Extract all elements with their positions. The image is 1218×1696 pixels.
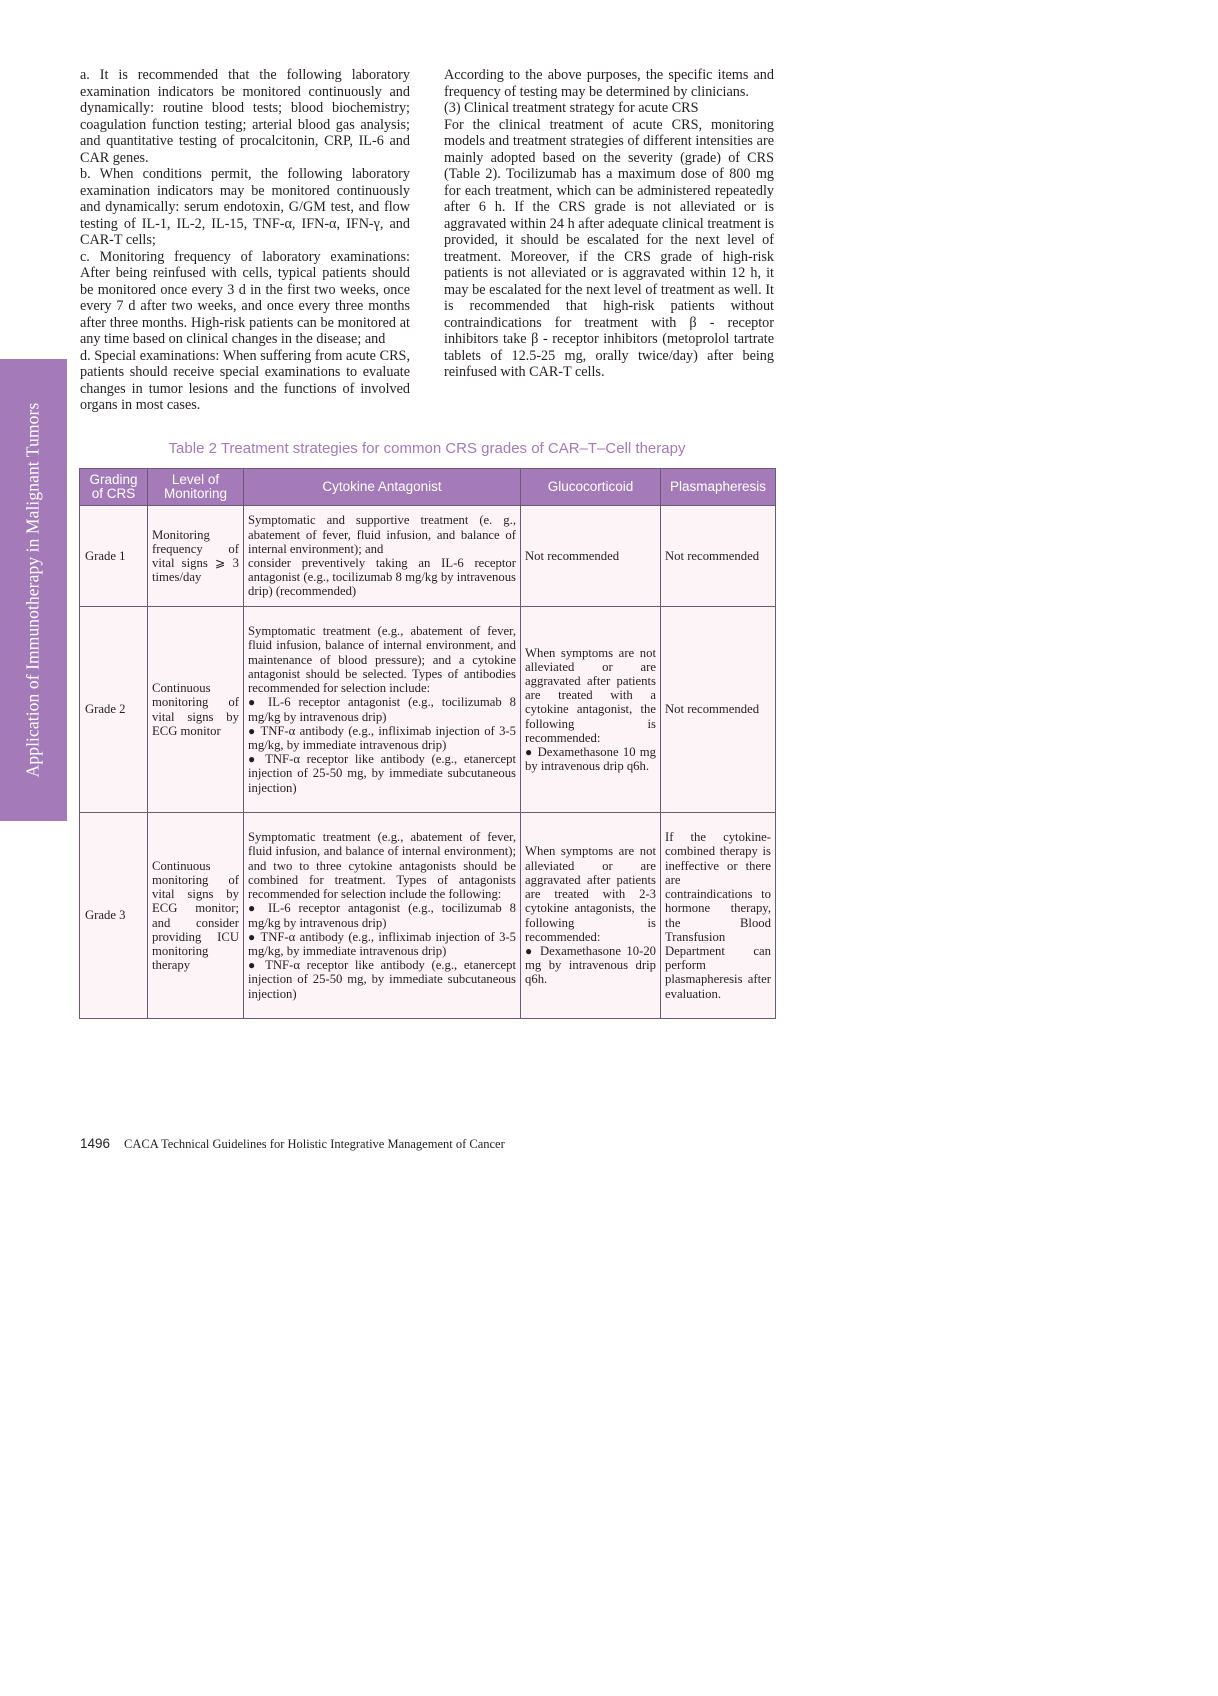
cell-glucocorticoid: [521, 813, 661, 1019]
cell-line: When symptoms are not alleviated or are aggravated after patients are treated with 2-3 cytokine antagonists, the following is recommended:: [525, 844, 656, 944]
paragraph: b. When conditions permit, the following laboratory examination indicators may be monitored continuously and dynamically: serum endotoxin, G/GM test, and flow testing of IL-1, IL-2, IL-15, TNF-α, IFN-α, IFN-γ, and CAR-T cells;: [80, 166, 410, 248]
cell-monitoring: Continuous monitoring of vital signs by ECG monitor; and consider providing ICU monitoring therapy: [148, 813, 244, 1019]
bullet-item: [248, 695, 516, 723]
cell-line: consider preventively taking an IL-6 receptor antagonist (e.g., tocilizumab 8 mg/kg by intravenous drip) (recommended): [248, 556, 516, 599]
paragraph: c. Monitoring frequency of laboratory examinations: After being reinfused with cells, typical patients should be monitored once every 3 d in the first two weeks, once every 7 d after two weeks, and once every three months after three months. High-risk patients can be monitored at any time based on clinical changes in the disease; and: [80, 248, 410, 347]
bullet-item: [248, 930, 516, 958]
table-row: [80, 813, 776, 1019]
bullet-icon: ●: [248, 901, 261, 916]
bullet-text: Dexamethasone 10-20 mg by intravenous drip q6h.: [525, 943, 657, 987]
cell-monitoring: Monitoring frequency of vital signs ⩾ 3 times/day: [148, 506, 244, 607]
bullet-icon: ●: [248, 723, 257, 738]
table-row: [80, 607, 776, 813]
page-number: 1496: [80, 1136, 111, 1151]
cell-grade: Grade 1: [80, 506, 148, 607]
table-header-row: [80, 469, 776, 506]
bullet-text: TNF-α receptor like antibody (e.g., etanercept injection of 25-50 mg, by immediate subcutaneous injection): [248, 752, 516, 795]
bullet-text: Dexamethasone 10 mg by intravenous drip q6h.: [525, 745, 656, 774]
header-grade: Grading of CRS: [80, 469, 148, 506]
table-caption: Table 2 Treatment strategies for common CRS grades of CAR–T–Cell therapy: [168, 440, 686, 457]
crs-treatment-table: [79, 468, 776, 1019]
cell-cytokine: [244, 506, 521, 607]
bullet-item: [248, 724, 516, 752]
bullet-text: IL-6 receptor antagonist (e.g., tocilizumab 8 mg/kg by intravenous drip): [248, 695, 517, 724]
cell-line: Symptomatic treatment (e.g., abatement of fever, fluid infusion, and balance of internal environment); and two to three cytokine antagonists should be combined for treatment. Types of antagonists recommended for selection include the following:: [248, 830, 516, 902]
bullet-item: [248, 958, 516, 1001]
paragraph: a. It is recommended that the following laboratory examination indicators be monitored continuously and dynamically: routine blood tests; blood biochemistry; coagulation function testing; arterial blood gas analysis; and quantitative testing of procalcitonin, CRP, IL-6 and CAR genes.: [80, 67, 410, 166]
bullet-item: [248, 752, 516, 795]
side-section-title: Application of Immunotherapy in Malignant Tumors: [22, 402, 43, 778]
right-text-column: [444, 67, 774, 381]
cell-line: Symptomatic treatment (e.g., abatement of fever, fluid infusion, balance of internal environment, and maintenance of blood pressure); and a cytokine antagonist should be selected. Types of antibodies recommended for selection include:: [248, 624, 516, 696]
cell-line: Symptomatic and supportive treatment (e. g., abatement of fever, fluid infusion, and balance of internal environment); and: [248, 513, 516, 556]
bullet-text: TNF-α receptor like antibody (e.g., etanercept injection of 25-50 mg, by immediate subcutaneous injection): [248, 958, 516, 1001]
section-heading: (3) Clinical treatment strategy for acute CRS: [444, 100, 699, 116]
side-section-tab: [0, 359, 67, 821]
bullet-icon: ●: [248, 958, 259, 973]
cell-glucocorticoid: Not recommended: [521, 506, 661, 607]
publication-title: CACA Technical Guidelines for Holistic Integrative Management of Cancer: [124, 1137, 505, 1151]
bullet-icon: ●: [248, 695, 261, 710]
cell-plasmapheresis: Not recommended: [661, 607, 776, 813]
bullet-icon: ●: [525, 745, 534, 759]
cell-plasmapheresis: If the cytokine-combined therapy is ineffective or there are contraindications to hormone therapy, the Blood Transfusion Department can perform plasmapheresis after evaluation.: [661, 813, 776, 1019]
table-row: [80, 506, 776, 607]
header-plasmapheresis: Plasmapheresis: [661, 469, 776, 506]
cell-grade: Grade 3: [80, 813, 148, 1019]
paragraph: d. Special examinations: When suffering from acute CRS, patients should receive special examinations to evaluate changes in tumor lesions and the functions of involved organs in most cases.: [80, 347, 410, 413]
page-footer: [80, 1136, 505, 1152]
bullet-item: [248, 901, 516, 929]
cell-line: When symptoms are not alleviated or are aggravated after patients are treated with a cytokine antagonist, the following is recommended:: [525, 645, 656, 745]
bullet-item: [525, 745, 656, 773]
bullet-icon: ●: [248, 929, 257, 944]
cell-cytokine: [244, 607, 521, 813]
bullet-icon: ●: [248, 752, 259, 767]
bullet-item: [525, 944, 656, 987]
bullet-text: TNF-α antibody (e.g., infliximab injection of 3-5 mg/kg, by immediate intravenous drip): [248, 723, 516, 752]
bullet-text: TNF-α antibody (e.g., infliximab injection of 3-5 mg/kg, by immediate intravenous drip): [248, 929, 516, 958]
paragraph: For the clinical treatment of acute CRS, monitoring models and treatment strategies of different intensities are mainly adopted based on the severity (grade) of CRS (Table 2). Tocilizumab has a maximum dose of 800 mg for each treatment, which can be administered repeatedly after 6 h. If the CRS grade is not alleviated or is aggravated within 24 h after adequate clinical treatment is provided, it should be escalated for the next level of treatment. Moreover, if the CRS grade of high-risk patients is not alleviated or is aggravated within 12 h, it may be escalated for the next level of treatment as well. It is recommended that high-risk patients without contraindications for treatment with β - receptor inhibitors take β - receptor inhibitors (metoprolol tartrate tablets of 12.5-25 mg, orally twice/day) after being reinfused with CAR-T cells.: [444, 116, 774, 380]
bullet-icon: ●: [525, 943, 535, 958]
left-text-column: [80, 67, 410, 414]
header-cytokine: Cytokine Antagonist: [244, 469, 521, 506]
header-monitoring: Level of Monitoring: [148, 469, 244, 506]
header-glucocorticoid: Glucocorticoid: [521, 469, 661, 506]
cell-grade: Grade 2: [80, 607, 148, 813]
cell-cytokine: [244, 813, 521, 1019]
cell-glucocorticoid: [521, 607, 661, 813]
cell-monitoring: Continuous monitoring of vital signs by ECG monitor: [148, 607, 244, 813]
cell-plasmapheresis: Not recommended: [661, 506, 776, 607]
paragraph: According to the above purposes, the specific items and frequency of testing may be determined by clinicians.: [444, 67, 774, 100]
bullet-text: IL-6 receptor antagonist (e.g., tocilizumab 8 mg/kg by intravenous drip): [248, 901, 517, 930]
